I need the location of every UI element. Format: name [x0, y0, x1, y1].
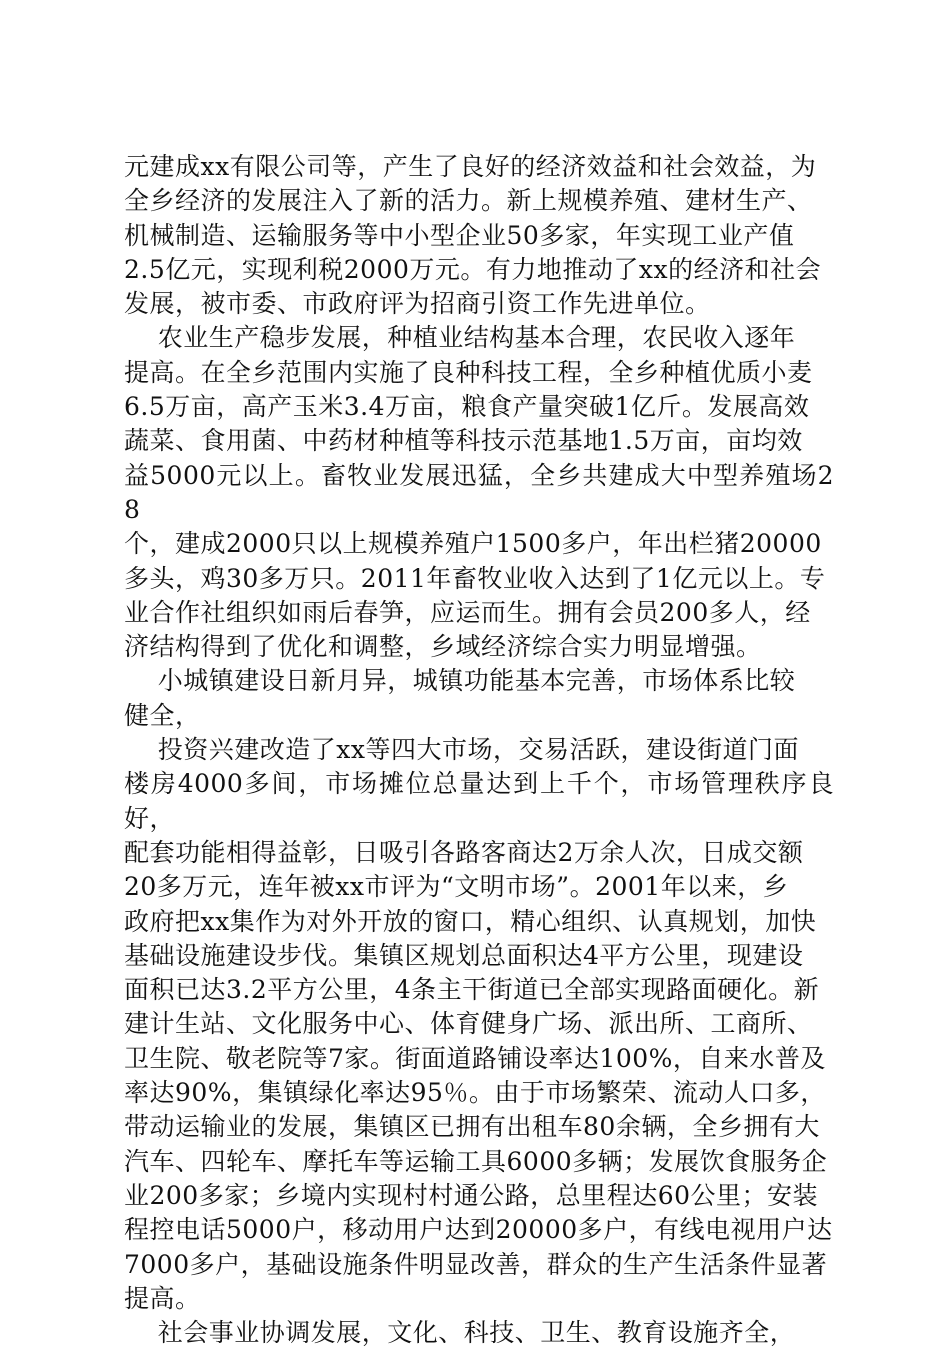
text-line: 健全， [124, 700, 201, 730]
text-line: 农业生产稳步发展，种植业结构基本合理，农民收入逐年 [124, 323, 796, 353]
text-line: 发展，被市委、市政府评为招商引资工作先进单位。 [124, 289, 711, 319]
text-line: 率达90%，集镇绿化率达95％。由于市场繁荣、流动人口多， [124, 1078, 826, 1108]
text-line: 蔬菜、食用菌、中药材种植等科技示范基地1.5万亩，亩均效 [124, 426, 803, 456]
text-line: 社会事业协调发展，文化、科技、卫生、教育设施齐全， [124, 1318, 796, 1348]
text-line: 小城镇建设日新月异，城镇功能基本完善，市场体系比较 [124, 666, 796, 696]
text-line: 全乡经济的发展注入了新的活力。新上规模养殖、建材生产、 [124, 186, 813, 216]
text-line: 卫生院、敬老院等7家。街面道路铺设率达100%，自来水普及 [124, 1043, 826, 1073]
text-line: 多头，鸡30多万只。2011年畜牧业收入达到了1亿元以上。专 [124, 563, 826, 593]
text-line: 汽车、四轮车、摩托车等运输工具6000多辆；发展饮食服务企 [124, 1146, 828, 1176]
text-line: 配套功能相得益彰，日吸引各路客商达2万余人次，日成交额 [124, 837, 804, 867]
text-line: 提高。在全乡范围内实施了良种科技工程，全乡种植优质小麦 [124, 357, 813, 387]
text-line: 基础设施建设步伐。集镇区规划总面积达4平方公里，现建设 [124, 940, 804, 970]
text-line: 面积已达3.2平方公里，4条主干街道已全部实现路面硬化。新 [124, 975, 820, 1005]
text-line: 机械制造、运输服务等中小型企业50多家，年实现工业产值 [124, 220, 795, 250]
text-line: 程控电话5000户，移动用户达到20000多户，有线电视用户达 [124, 1215, 833, 1245]
text-line: 20多万元，连年被xx市评为“文明市场”。2001年以来，乡 [124, 872, 789, 902]
text-line: 7000多户，基础设施条件明显改善，群众的生产生活条件显著 [124, 1249, 828, 1279]
text-line: 益5000元以上。畜牧业发展迅猛，全乡共建成大中型养殖场28 [124, 460, 834, 524]
text-line: 带动运输业的发展，集镇区已拥有出租车80余辆，全乡拥有大 [124, 1112, 820, 1142]
text-line: 济结构得到了优化和调整，乡域经济综合实力明显增强。 [124, 632, 762, 662]
text-line: 6.5万亩，高产玉米3.4万亩，粮食产量突破1亿斤。发展高效 [124, 392, 810, 422]
document-body [124, 150, 834, 1350]
text-line: 楼房4000多间，市场摊位总量达到上千个，市场管理秩序良好， [124, 769, 834, 833]
text-line: 元建成xx有限公司等，产生了良好的经济效益和社会效益，为 [124, 152, 817, 181]
text-line: 2.5亿元，实现利税2000万元。有力地推动了xx的经济和社会 [124, 254, 822, 284]
text-line: 业合作社组织如雨后春笋，应运而生。拥有会员200多人，经 [124, 597, 811, 627]
text-line: 建计生站、文化服务中心、体育健身广场、派出所、工商所、 [124, 1009, 813, 1039]
text-line: 提高。 [124, 1283, 201, 1313]
text-line: 个，建成2000只以上规模养殖户1500多户，年出栏猪20000 [124, 529, 822, 559]
text-line: 业200多家；乡境内实现村村通公路，总里程达60公里；安装 [124, 1180, 819, 1210]
text-line: 投资兴建改造了xx等四大市场，交易活跃，建设街道门面 [124, 735, 799, 765]
text-line: 政府把xx集作为对外开放的窗口，精心组织、认真规划，加快 [124, 906, 817, 936]
